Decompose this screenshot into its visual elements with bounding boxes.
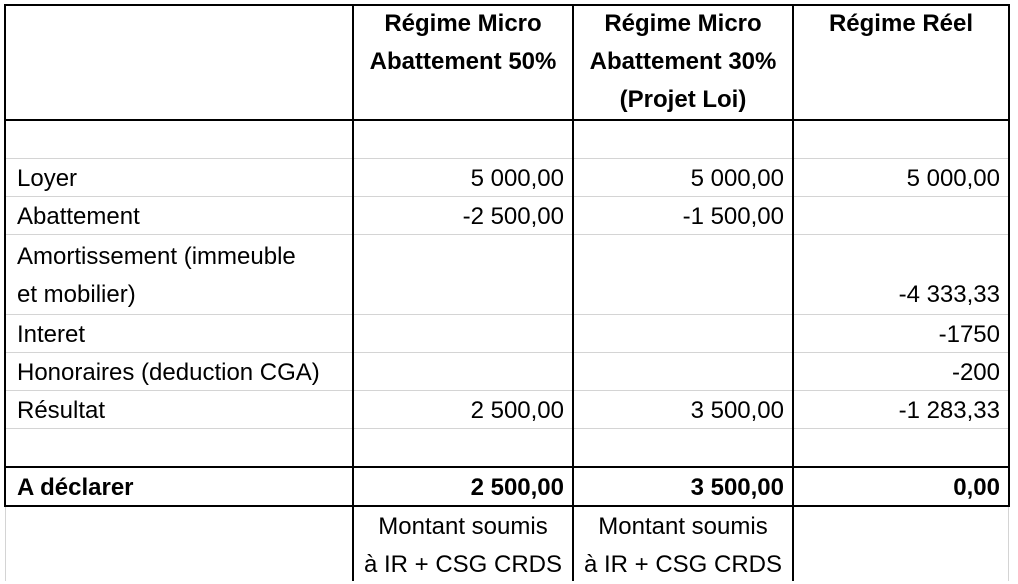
cell-total-reel[interactable]: 0,00 (953, 474, 1000, 501)
header-line: Abattement 50% (369, 48, 557, 75)
cell-total-micro30[interactable]: 3 500,00 (690, 474, 784, 501)
header-micro-50 (354, 5, 572, 81)
header-line: (Projet Loi) (619, 86, 747, 113)
note-micro30 (574, 508, 792, 584)
row-label-interet: Interet (17, 321, 86, 348)
cell-abattement-micro50[interactable]: -2 500,00 (462, 203, 564, 230)
cell-resultat-micro30[interactable]: 3 500,00 (690, 397, 784, 424)
cell-resultat-micro50[interactable]: 2 500,00 (470, 397, 564, 424)
row-label-loyer: Loyer (17, 165, 78, 192)
cell-loyer-reel[interactable]: 5 000,00 (906, 165, 1000, 192)
cell-total-micro50[interactable]: 2 500,00 (470, 474, 564, 501)
label-line: Amortissement (immeuble (17, 243, 296, 270)
header-regime-reel (794, 5, 1008, 43)
header-line: Régime Réel (828, 10, 974, 37)
note-line: à IR + CSG CRDS (363, 551, 563, 578)
header-micro-30 (574, 5, 792, 119)
label-line: et mobilier) (17, 281, 136, 308)
row-label-amortissement (6, 238, 352, 314)
cell-amortissement-reel[interactable]: -4 333,33 (898, 281, 1000, 308)
gridline (5, 314, 1008, 315)
cell-interet-reel[interactable]: -1750 (938, 321, 1000, 348)
note-line: à IR + CSG CRDS (583, 551, 783, 578)
border-total-top (4, 466, 1010, 468)
note-micro50 (354, 508, 572, 584)
cell-loyer-micro30[interactable]: 5 000,00 (690, 165, 784, 192)
row-label-abattement: Abattement (17, 203, 140, 230)
cell-resultat-reel[interactable]: -1 283,33 (898, 397, 1000, 424)
gridline (5, 506, 6, 581)
cell-honoraires-reel[interactable]: -200 (951, 359, 1000, 386)
border-header-bottom (4, 119, 1010, 121)
cell-abattement-micro30[interactable]: -1 500,00 (682, 203, 784, 230)
note-line: Montant soumis (378, 513, 548, 540)
gridline (1008, 506, 1009, 581)
header-line: Régime Micro (384, 10, 542, 37)
header-line: Régime Micro (604, 10, 762, 37)
row-label-resultat: Résultat (17, 397, 106, 424)
header-line: Abattement 30% (589, 48, 777, 75)
row-label-a-declarer: A déclarer (17, 474, 134, 501)
border-right (1008, 4, 1010, 507)
row-label-honoraires: Honoraires (deduction CGA) (17, 359, 320, 386)
note-line: Montant soumis (598, 513, 768, 540)
cell-loyer-micro50[interactable]: 5 000,00 (470, 165, 564, 192)
gridline (5, 158, 1008, 159)
